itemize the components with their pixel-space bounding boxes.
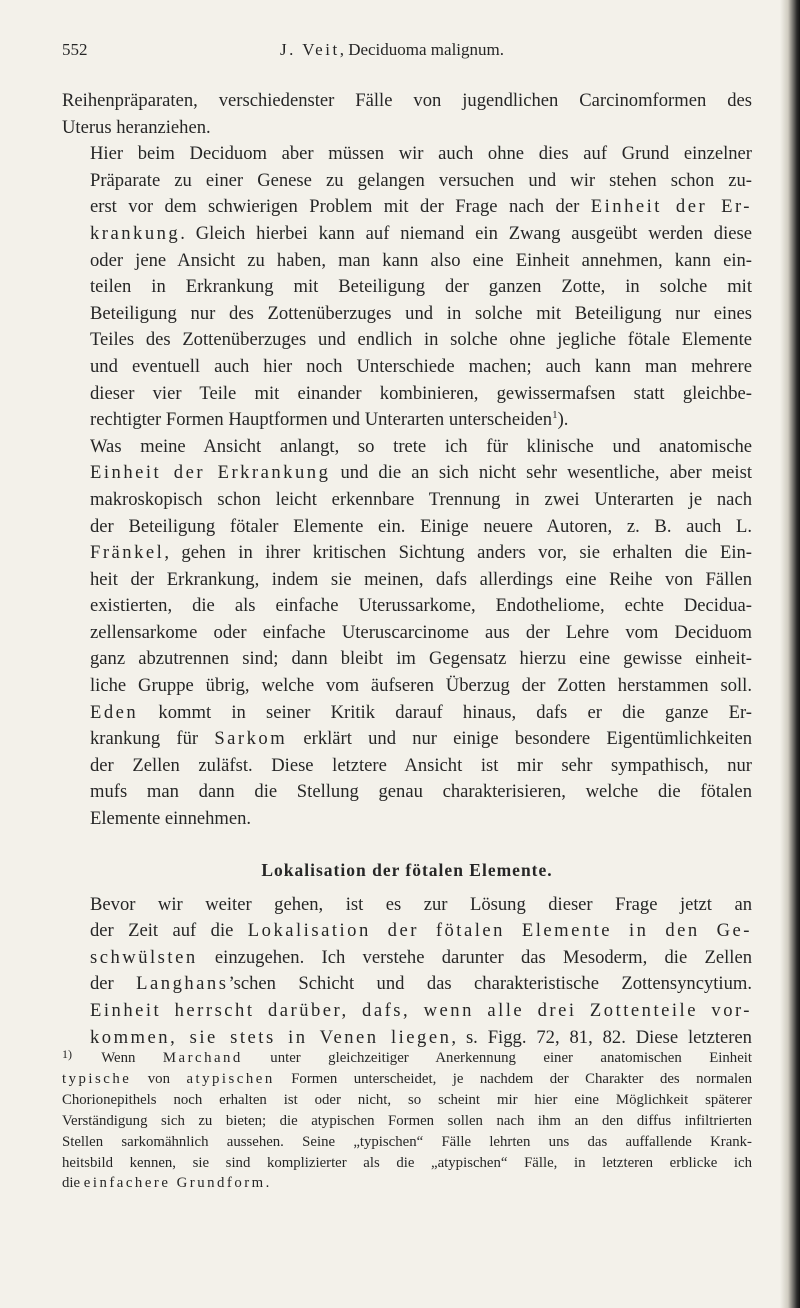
- running-head: J. Veit, Deciduoma malignum.: [279, 40, 504, 59]
- footnote-ref[interactable]: 1: [552, 408, 558, 421]
- paragraph-4: Bevor wir weiter gehen, ist es zur Lösung dieser Frage jetzt an der Zeit auf die Lokalisation der fötalen Elemente in den Ge- schwülsten einzugehen. Ich verstehe darunter das Mesoderm, die Zellen der Langhans’schen Schicht und das charakteristische Zottensyncytium. Einheit herrscht darüber, dafs, wenn alle drei Zottenteile vor- kommen, sie stets in Venen liegen, s. Figg. 72, 81, 82. Diese letzteren: [62, 892, 752, 1052]
- page-edge-shadow: [780, 0, 800, 1308]
- emphasis: krankung: [90, 222, 181, 244]
- emphasis: kommen, sie stets in Venen liegen: [90, 1026, 452, 1048]
- header-title: Deciduoma malignum.: [348, 40, 504, 59]
- page-number: 552: [62, 40, 88, 59]
- header-author: J. Veit: [279, 40, 340, 59]
- emphasis: einfachere Grundform: [83, 1175, 266, 1192]
- body-text: [62, 88, 752, 1051]
- emphasis: Lokalisation der fötalen Elemente in den Ge-: [247, 920, 752, 942]
- emphasis: schwülsten: [90, 946, 198, 968]
- emphasis: Einheit herrscht darüber, dafs, wenn alle drei Zottenteile vor-: [90, 1000, 752, 1021]
- author-name: Eden: [90, 701, 139, 723]
- section-heading: Lokalisation der fötalen Elemente.: [261, 859, 553, 880]
- emphasis: Sarkom: [214, 728, 288, 750]
- footnote-marker: 1): [62, 1047, 72, 1061]
- author-name: Marchand: [162, 1050, 243, 1066]
- emphasis: atypischen: [186, 1070, 275, 1087]
- emphasis: Einheit der Er-: [590, 196, 752, 218]
- emphasis: Einheit der Erkrankung: [90, 462, 331, 484]
- paragraph-3: Was meine Ansicht anlangt, so trete ich für klinische und anatomische Einheit der Erkrankung und die an sich nicht sehr wesentliche, aber meist makroskopisch schon leicht erkennbare Trennung in zwei Unterarten je nach der Beteiligung fötaler Elemente ein. Einige neuere Autoren, z. B. auch L. Fränkel, gehen in ihrer kritischen Sichtung anders vor, sie erhalten die Ein- heit der Erkrankung, indem sie meinen, dafs allerdings eine Reihe von Fällen existierten, die als einfache Uterussarkome, Endotheliome, echte Decidua- zellensarkome oder einfache Uteruscarcinome aus der Lehre vom Deciduom ganz abzutrennen sind; dann bleibt im Gegensatz hierzu eine gewisse einheit- liche Gruppe übrig, welche vom äufseren Überzug der Zotten herstammen soll. Eden kommt in seiner Kritik darauf hinaus, dafs er die ganze Er- krankung für Sarkom erklärt und nur einige besondere Eigentümlichkeiten der Zellen zuläfst. Diese letztere Ansicht ist mir sehr sympathisch, nur mufs man dann die Stellung genau charakterisieren, welche die fötalen Elemente einnehmen.: [90, 435, 752, 830]
- emphasis: typische: [62, 1070, 132, 1087]
- author-name: Fränkel: [90, 542, 165, 564]
- page-header: [62, 40, 722, 66]
- author-name: Langhans: [136, 973, 229, 995]
- paragraph-1: Reihenpräparaten, verschiedenster Fälle von jugendlichen Carcinomformen des Uterus heranziehen.: [62, 90, 752, 138]
- footnote: $^{1)}$ Wenn Marchand unter gleichzeitiger Anerkennung einer anatomischen Einheit typische von atypischen Formen unterscheidet, je nachdem der Charakter des normalen Chorionepithels noch erhalten ist oder nicht, so scheint mir hier eine Möglichkeit späterer Verständigung sich zu bieten; die atypischen Formen sollen nach ihm an den diffus infiltrierten Stellen sarkomähnlich aussehen. Seine „typischen“ Fälle lehrten uns das auffallende Krank- heitsbild kennen, sie sind komplizierter als die „atypischen“ Fälle, in letzteren erblicke ich die einfachere Grundform.: [62, 1047, 753, 1192]
- paragraph-2: Hier beim Deciduom aber müssen wir auch ohne dies auf Grund einzelner Präparate zu einer Genese zu gelangen versuchen und wir stehen schon zu- erst vor dem schwierigen Problem mit der Frage nach der Einheit der Er- krankung. Gleich hierbei kann auf niemand ein Zwang ausgeübt werden diese oder jene Ansicht zu haben, man kann also eine Einheit annehmen, kann ein- teilen in Erkrankung mit Beteiligung der ganzen Zotte, in solche mit Beteiligung nur des Zottenüberzuges und in solche mit Beteiligung nur eines Teiles des Zottenüberzuges und endlich in solche ohne jegliche fötale Elemente und eventuell auch hier noch Unterschiede machen; auch kann man mehrere dieser vier Teile mit einander kombinieren, gewissermafsen statt gleichbe- rechtigter Formen Hauptformen und Unterarten unterscheiden$^1$).: [90, 143, 752, 431]
